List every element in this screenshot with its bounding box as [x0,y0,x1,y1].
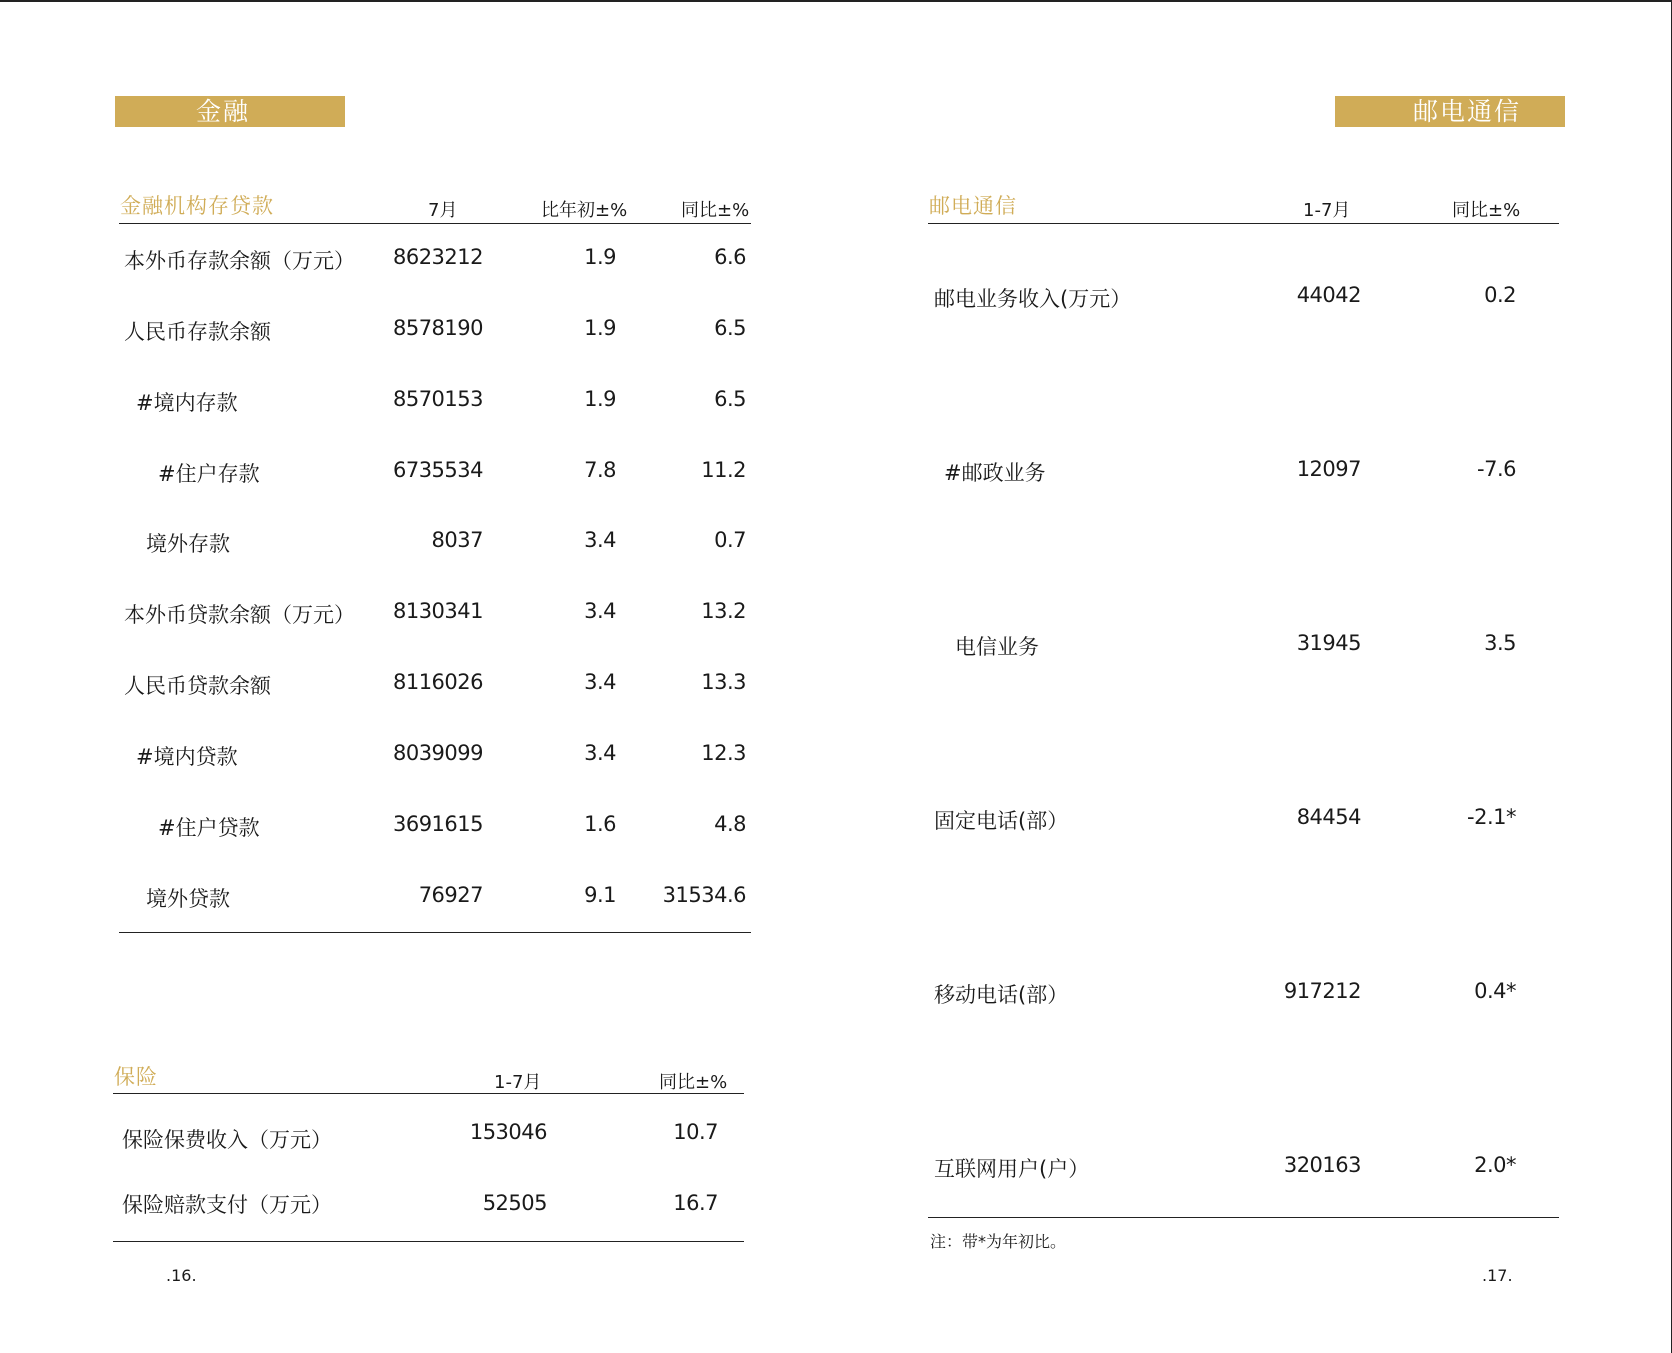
row-yoy: 2.0* [1474,1153,1516,1177]
row-yoy: 6.5 [714,387,746,411]
deposits-header-rule [119,223,751,224]
row-label: 本外币存款余额（万元） [124,249,355,273]
row-ytd: 9.1 [584,883,616,907]
row-yoy: 3.5 [1484,631,1516,655]
row-label: #住户存款 [158,462,260,486]
row-value: 44042 [1296,283,1361,307]
row-value: 12097 [1296,457,1361,481]
row-yoy: 13.2 [701,599,746,623]
row-label: 本外币贷款余额（万元） [124,603,355,627]
banner-finance: 金融 [115,96,345,127]
section-title-insurance: 保险 [114,1065,158,1089]
page-number-right: .17. [1482,1266,1513,1285]
header-month: 7月 [428,200,458,221]
insurance-header-rule [113,1093,744,1094]
footnote: 注：带*为年初比。 [930,1232,1067,1251]
row-value: 31945 [1296,631,1361,655]
row-ytd: 1.9 [584,245,616,269]
row-yoy: 13.3 [701,670,746,694]
telecom-bottom-rule [928,1217,1559,1218]
header-yoy-change: 同比±% [659,1072,728,1093]
row-ytd: 3.4 [584,599,616,623]
row-ytd: 1.6 [584,812,616,836]
row-label: 境外贷款 [146,887,230,911]
row-value: 76927 [418,883,483,907]
row-yoy: 16.7 [673,1191,718,1215]
row-label: 人民币贷款余额 [124,674,271,698]
row-yoy: 12.3 [701,741,746,765]
row-label: 电信业务 [955,635,1039,659]
row-label: 移动电话(部） [934,983,1069,1007]
header-yoy-change: 同比±% [1452,200,1521,221]
row-label: 保险赔款支付（万元） [122,1193,332,1217]
row-ytd: 7.8 [584,458,616,482]
row-yoy: 10.7 [673,1120,718,1144]
row-value: 320163 [1283,1153,1361,1177]
row-label: #境内存款 [136,391,238,415]
row-value: 8130341 [392,599,483,623]
row-yoy: 11.2 [701,458,746,482]
row-value: 6735534 [392,458,483,482]
row-label: #邮政业务 [944,461,1046,485]
row-value: 8039099 [392,741,483,765]
row-label: 固定电话(部） [934,809,1069,833]
row-value: 8570153 [392,387,483,411]
row-label: #住户贷款 [158,816,260,840]
row-label: #境内贷款 [136,745,238,769]
deposits-bottom-rule [119,932,751,933]
header-period: 1-7月 [1303,200,1351,221]
row-value: 3691615 [392,812,483,836]
row-yoy: 31534.6 [662,883,746,907]
row-yoy: 0.7 [714,528,746,552]
row-ytd: 3.4 [584,670,616,694]
row-label: 境外存款 [146,532,230,556]
row-yoy: 6.5 [714,316,746,340]
row-ytd: 1.9 [584,316,616,340]
banner-telecom: 邮电通信 [1335,96,1565,127]
header-ytd-change: 比年初±% [541,200,628,221]
telecom-header-rule [928,223,1559,224]
insurance-bottom-rule [113,1241,744,1242]
row-ytd: 1.9 [584,387,616,411]
row-yoy: 0.2 [1484,283,1516,307]
row-value: 917212 [1283,979,1361,1003]
row-yoy: -7.6 [1477,457,1516,481]
section-title-deposits-loans: 金融机构存贷款 [120,194,274,218]
row-label: 邮电业务收入(万元） [934,287,1132,311]
row-label: 互联网用户(户） [934,1157,1090,1181]
row-value: 8116026 [392,670,483,694]
row-value: 8578190 [392,316,483,340]
page-number-left: .16. [166,1266,197,1285]
row-value: 8037 [431,528,483,552]
row-value: 84454 [1296,805,1361,829]
row-ytd: 3.4 [584,528,616,552]
row-yoy: -2.1* [1467,805,1516,829]
top-border-line [0,0,1672,2]
row-label: 保险保费收入（万元） [122,1128,332,1152]
header-period: 1-7月 [494,1072,542,1093]
row-yoy: 0.4* [1474,979,1516,1003]
row-yoy: 6.6 [714,245,746,269]
section-title-telecom: 邮电通信 [929,194,1017,218]
row-yoy: 4.8 [714,812,746,836]
row-ytd: 3.4 [584,741,616,765]
row-value: 8623212 [392,245,483,269]
header-yoy-change: 同比±% [681,200,750,221]
row-value: 153046 [469,1120,547,1144]
row-value: 52505 [482,1191,547,1215]
row-label: 人民币存款余额 [124,320,271,344]
